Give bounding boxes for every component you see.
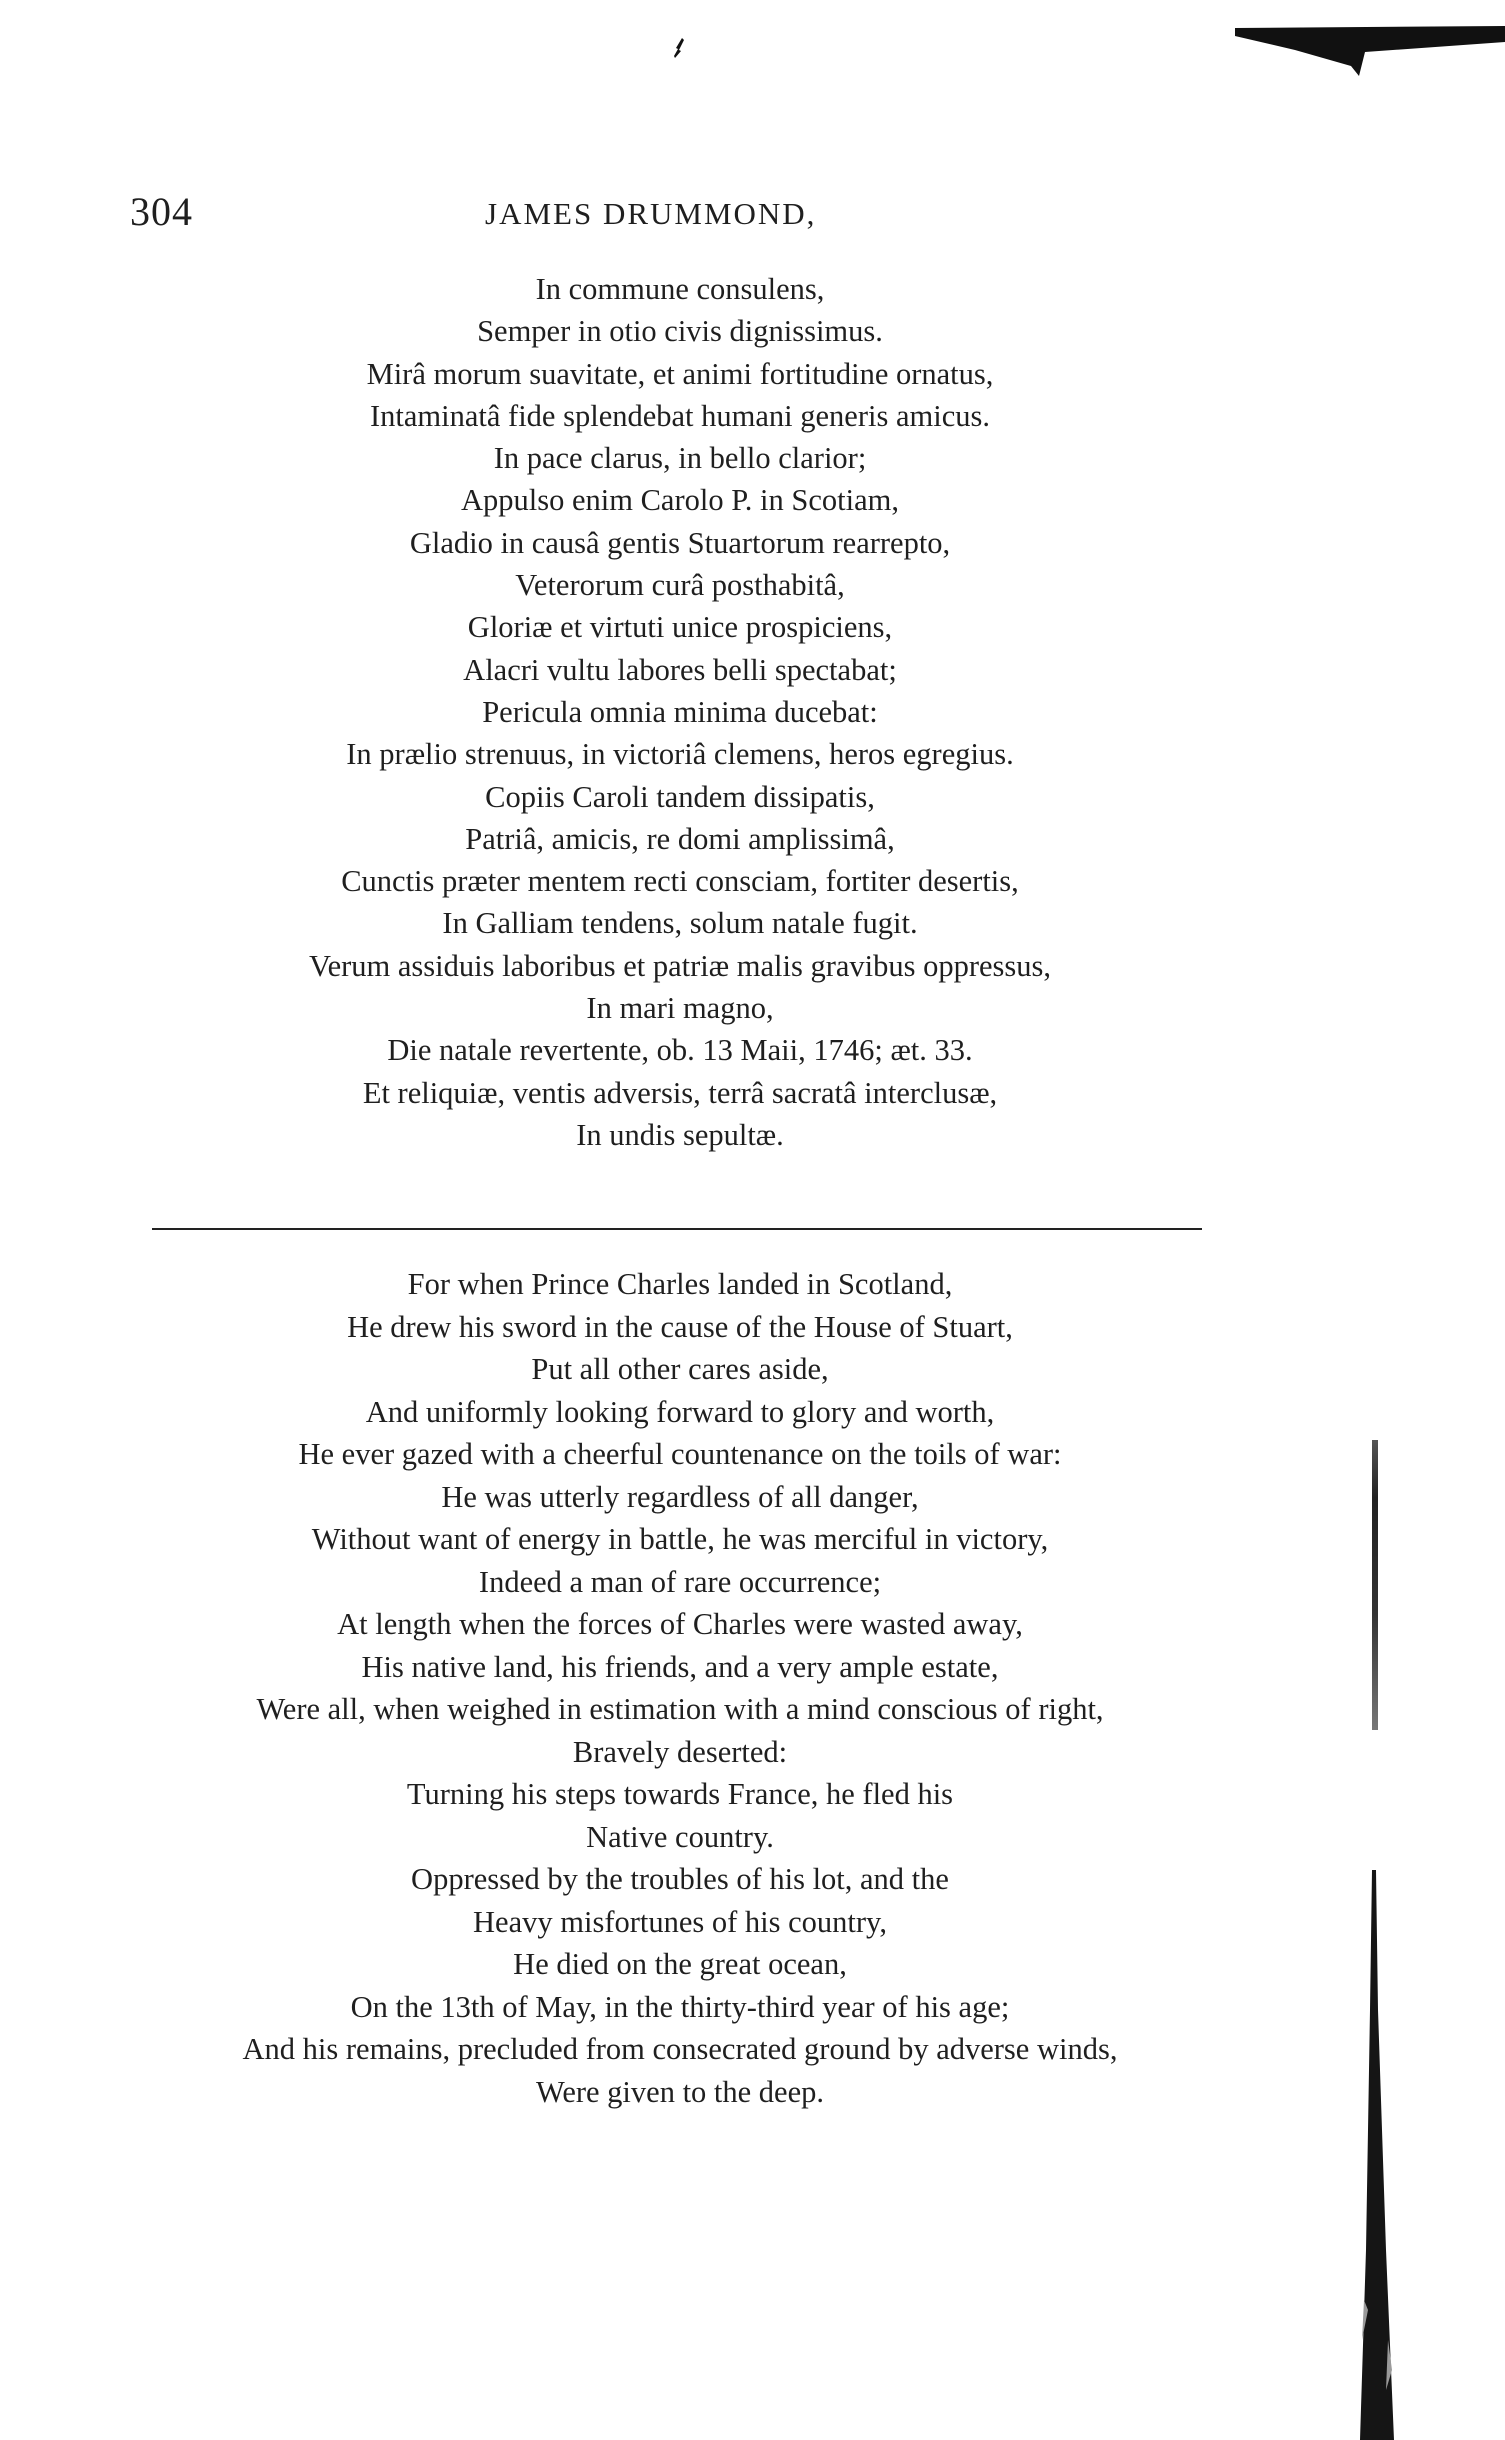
latin-line: Semper in otio civis dignissimus. — [477, 314, 883, 349]
english-line: Were all, when weighed in estimation with a mind conscious of right, — [256, 1692, 1104, 1726]
english-line: Were given to the deep. — [535, 2074, 825, 2109]
english-line: On the 13th of May, in the thirty-third year of his age; — [350, 1989, 1010, 2024]
english-line: And his remains, precluded from consecrated ground by adverse winds, — [242, 2032, 1118, 2066]
latin-epitaph — [150, 268, 1210, 1156]
latin-line: Patriâ, amicis, re domi amplissimâ, — [465, 821, 895, 856]
latin-line: Appulso enim Carolo P. in Scotiam, — [460, 483, 899, 518]
english-line: And uniformly looking forward to glory and worth, — [365, 1394, 995, 1429]
latin-line: In mari magno, — [586, 991, 774, 1026]
running-head: JAMES DRUMMOND, — [485, 196, 817, 231]
latin-line: In undis sepultæ. — [576, 1117, 784, 1152]
english-line: Put all other cares aside, — [531, 1352, 829, 1386]
page-header — [130, 188, 1190, 238]
latin-line: Alacri vultu labores belli spectabat; — [463, 652, 897, 687]
english-line: His native land, his friends, and a very ample estate, — [361, 1649, 999, 1684]
english-line: He ever gazed with a cheerful countenance on the toils of war: — [298, 1437, 1062, 1471]
ink-mark-decoration — [672, 38, 686, 62]
english-line: Oppressed by the troubles of his lot, and the — [411, 1862, 949, 1896]
latin-line: Veterorum curâ posthabitâ, — [515, 568, 845, 603]
english-line: Turning his steps towards France, he fled his — [406, 1777, 954, 1811]
latin-line: Gladio in causâ gentis Stuartorum rearrepto, — [409, 525, 951, 560]
section-divider — [152, 1228, 1202, 1230]
english-line: At length when the forces of Charles were wasted away, — [337, 1607, 1023, 1641]
english-line: Heavy misfortunes of his country, — [473, 1904, 887, 1939]
english-line: Bravely deserted: — [572, 1734, 788, 1769]
page-number: 304 — [130, 189, 193, 234]
latin-line: In commune consulens, — [535, 272, 825, 306]
scan-edge-strip — [1372, 1440, 1378, 1730]
scan-edge-shadow-lower — [1358, 1870, 1398, 2440]
latin-line: Pericula omnia minima ducebat: — [482, 694, 878, 729]
latin-line: Verum assiduis laboribus et patriæ malis gravibus oppressus, — [308, 948, 1052, 983]
english-line: For when Prince Charles landed in Scotland, — [407, 1267, 953, 1301]
latin-line: Die natale revertente, ob. 13 Maii, 1746; æt. 33. — [387, 1033, 973, 1068]
latin-line: Copiis Caroli tandem dissipatis, — [485, 779, 875, 814]
english-line: He was utterly regardless of all danger, — [441, 1479, 919, 1514]
english-translation — [150, 1263, 1210, 2113]
latin-line: In Galliam tendens, solum natale fugit. — [442, 906, 918, 941]
english-line: Without want of energy in battle, he was merciful in victory, — [311, 1522, 1049, 1556]
latin-line: Cunctis præter mentem recti consciam, fortiter desertis, — [341, 864, 1019, 899]
latin-line: Mirâ morum suavitate, et animi fortitudine ornatus, — [366, 356, 994, 391]
english-line: Native country. — [586, 1819, 774, 1854]
latin-line: In prælio strenuus, in victoriâ clemens, heros egregius. — [346, 737, 1014, 772]
english-line: Indeed a man of rare occurrence; — [478, 1564, 882, 1599]
latin-line: Et reliquiæ, ventis adversis, terrâ sacratâ interclusæ, — [362, 1075, 998, 1110]
latin-line: Gloriæ et virtuti unice prospiciens, — [467, 610, 893, 645]
latin-line: Intaminatâ fide splendebat humani generis amicus. — [370, 398, 990, 433]
english-line: He died on the great ocean, — [513, 1947, 847, 1981]
scan-edge-shadow — [1235, 26, 1505, 106]
latin-line: In pace clarus, in bello clarior; — [493, 441, 867, 476]
english-line: He drew his sword in the cause of the House of Stuart, — [347, 1309, 1013, 1344]
